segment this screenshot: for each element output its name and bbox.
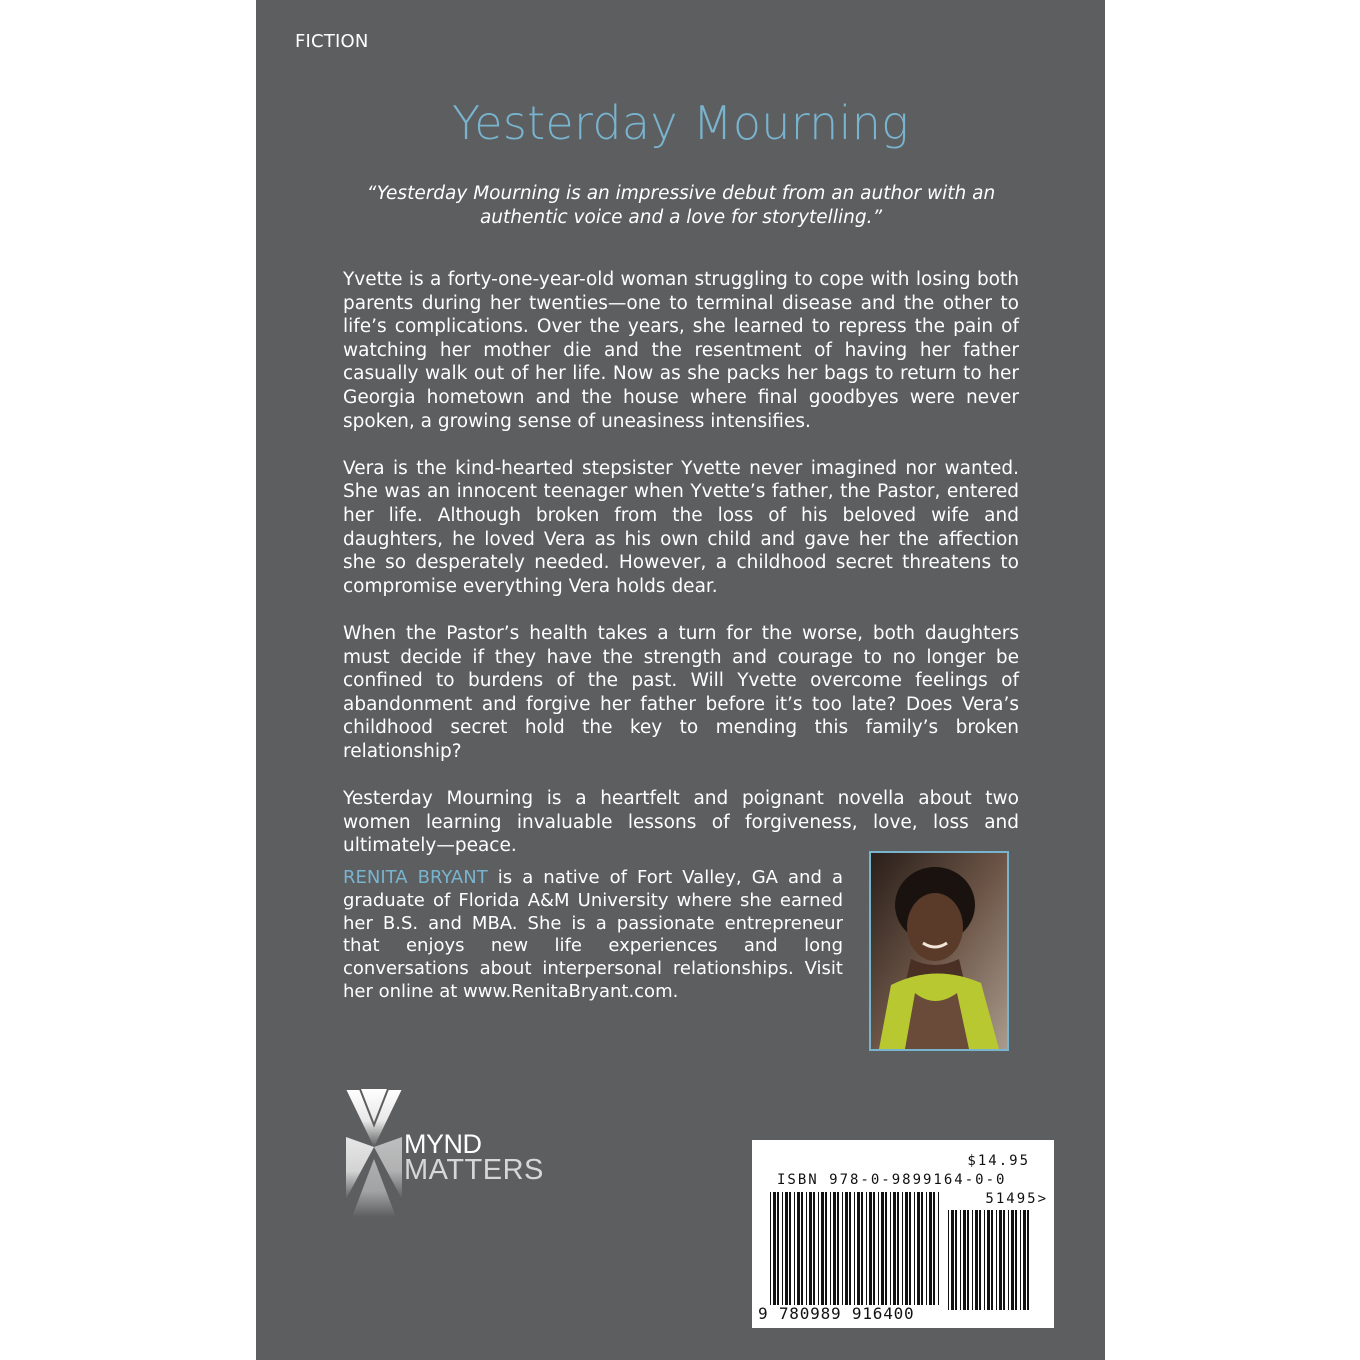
mynd-matters-logo-icon (344, 1087, 404, 1222)
synopsis-paragraph: Vera is the kind-hearted stepsister Yvette never imagined nor wanted. She was an innocent teenager when Yvette’s father, the Pastor, entered her life. Although broken from the loss of his beloved wife and daughters, he loved Vera as his own child and gave her the affection she so desperately needed. However, a childhood secret threatens to compromise everything Vera holds dear. (343, 457, 1019, 597)
author-photo (869, 851, 1009, 1051)
publisher-name-line1: MYND (404, 1129, 482, 1159)
author-bio (343, 867, 843, 1004)
barcode-icon (752, 1140, 1054, 1328)
barcode-panel (752, 1140, 1054, 1328)
quote-line: authentic voice and a love for storytelling.” (479, 207, 883, 228)
author-bio-text: is a native of Fort Valley, GA and a graduate of Florida A&M University where she earned her B.S. and MBA. She is a passionate entrepreneur that enjoys new life experiences and long conversations about interpersonal relationships. Visit her online at www.RenitaBryant.com. (343, 867, 843, 1002)
isbn-label: ISBN 978-0-9899164-0-0 (777, 1172, 1007, 1188)
review-quote (356, 182, 1006, 230)
author-portrait-image (871, 853, 1007, 1049)
synopsis-paragraph: Yesterday Mourning is a heartfelt and poignant novella about two women learning invaluable lessons of forgiveness, love, loss and ultimately—peace. (343, 788, 1019, 857)
book-title: Yesterday Mourning (451, 96, 910, 150)
synopsis-paragraph: When the Pastor’s health takes a turn for the worse, both daughters must decide if they have the strength and courage to no longer be confined to burdens of the past. Will Yvette overcome feelings of abandonment and forgive her father before it’s too late? Does Vera’s childhood secret hold the key to mending this family’s broken relationship? (343, 622, 1019, 762)
price-label: $14.95 (967, 1153, 1030, 1169)
publisher-name-line2: MATTERS (404, 1154, 544, 1186)
ean-digits: 9 780989 916400 (758, 1304, 915, 1323)
author-name: RENITA BRYANT (343, 867, 488, 888)
book-back-cover (256, 0, 1105, 1360)
quote-line: “Yesterday Mourning is an impressive debut from an author with an (366, 183, 996, 204)
synopsis (343, 268, 1019, 881)
synopsis-paragraph: Yvette is a forty-one-year-old woman struggling to cope with losing both parents during her twenties—one to terminal disease and the other to life’s complications. Over the years, she learned to repress the pain of watching her mother die and the resentment of having her father casually walk out of her life. Now as she packs her bags to return to her Georgia hometown and the house where final goodbyes were never spoken, a growing sense of uneasiness intensifies. (343, 269, 1019, 432)
price-addon-code: 51495> (985, 1191, 1048, 1207)
genre-label: FICTION (295, 31, 369, 52)
publisher-logo (344, 1087, 564, 1227)
